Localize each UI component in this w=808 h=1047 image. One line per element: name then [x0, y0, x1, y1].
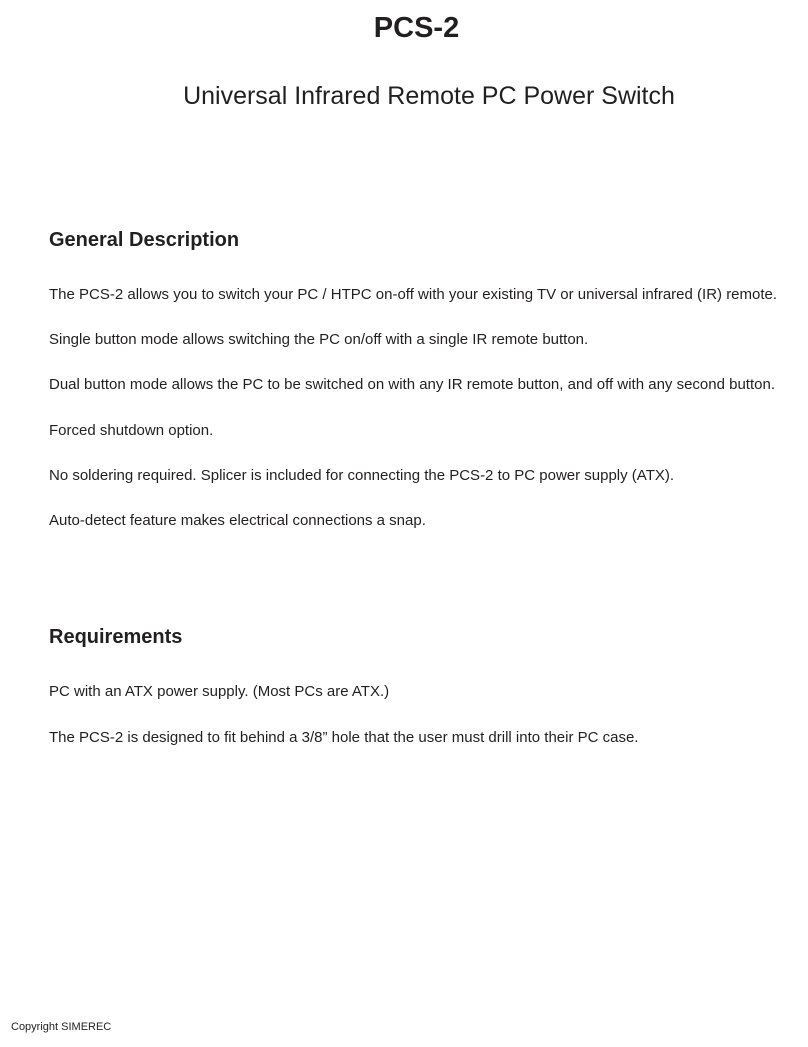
page-title: PCS-2 [373, 12, 460, 44]
general-description-heading: General Description [49, 229, 240, 251]
copyright-notice: Copyright SIMEREC [11, 1021, 112, 1033]
page-subtitle: Universal Infrared Remote PC Power Switch [183, 82, 675, 110]
general-description-paragraph: Single button mode allows switching the PC on/off with a single IR remote button. [49, 331, 589, 348]
requirements-paragraph: The PCS-2 is designed to fit behind a 3/8” hole that the user must drill into their PC case. [49, 729, 639, 746]
general-description-paragraph: No soldering required. Splicer is included for connecting the PCS-2 to PC power supply (ATX). [49, 467, 675, 484]
general-description-paragraph: Auto-detect feature makes electrical connections a snap. [49, 512, 426, 529]
general-description-paragraph: Dual button mode allows the PC to be switched on with any IR remote button, and off with any second button. [49, 376, 775, 393]
general-description-paragraph: Forced shutdown option. [49, 422, 214, 439]
requirements-paragraph: PC with an ATX power supply. (Most PCs are ATX.) [49, 683, 390, 700]
general-description-paragraph: The PCS-2 allows you to switch your PC / HTPC on-off with your existing TV or universal infrared (IR) remote. [49, 286, 778, 303]
requirements-heading: Requirements [49, 626, 183, 648]
